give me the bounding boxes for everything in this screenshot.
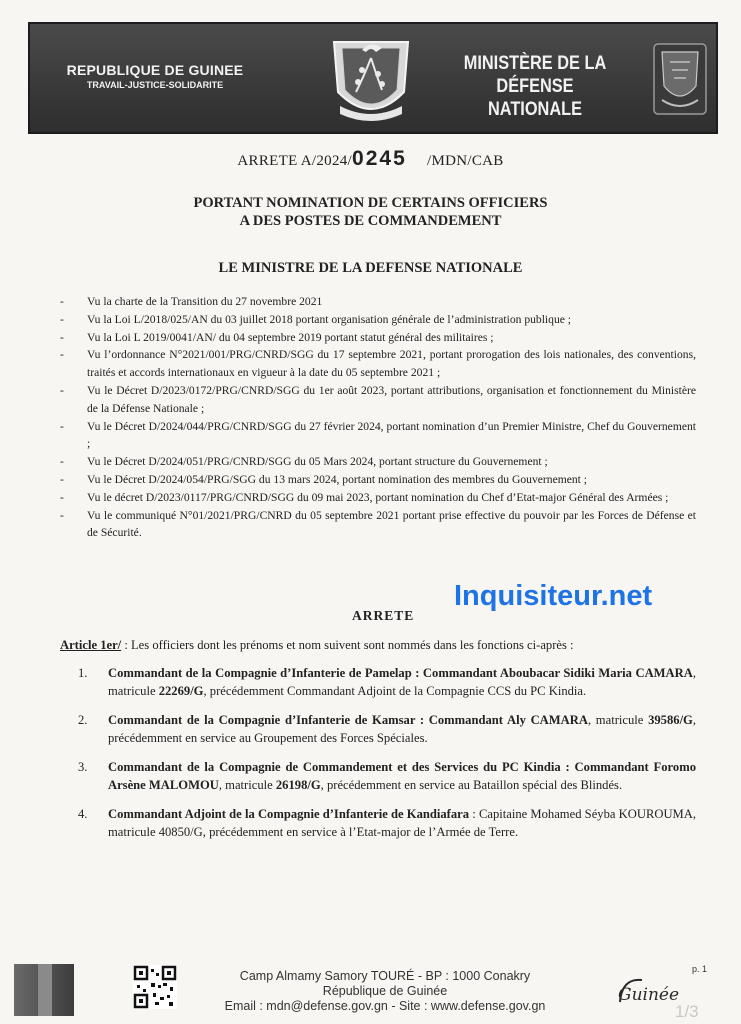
visa-item: - Vu l’ordonnance N°2021/001/PRG/CNRD/SGG du 17 septembre 2021, portant prorogation des lois nationales, des conventions, traités et accords internationaux en vigueur à la date du 05 septembre 2021 ; bbox=[60, 346, 696, 382]
national-motto: TRAVAIL-JUSTICE-SOLIDARITE bbox=[86, 80, 224, 90]
watermark-text: Inquisiteur.net bbox=[454, 580, 653, 612]
visa-item: - Vu le décret D/2023/0117/PRG/CNRD/SGG du 09 mai 2023, portant nomination du Chef d’Etat-major Général des Armées ; bbox=[60, 489, 696, 507]
visa-item: - Vu le Décret D/2024/054/PRG/SGG du 13 mars 2024, portant nomination des membres du Gouvernement ; bbox=[60, 471, 696, 489]
appointment-item: 2. Commandant de la Compagnie d’Infanterie de Kamsar : Commandant Aly CAMARA, matricule 39586/G, précédemment en service au Groupement des Forces Spéciales. bbox=[78, 713, 697, 745]
ministry-name: MINISTÈRE DE LA DÉFENSE NATIONALE bbox=[463, 53, 607, 120]
letterhead-band bbox=[28, 22, 718, 134]
visa-item: - Vu la charte de la Transition du 27 novembre 2021 bbox=[60, 293, 696, 311]
footer-country: République de Guinée bbox=[322, 984, 448, 998]
page-label: p. 1 bbox=[692, 964, 708, 974]
coat-of-arms-icon bbox=[312, 30, 430, 130]
guinee-logo-text: Guinée bbox=[618, 985, 680, 1005]
ministry-seal-icon bbox=[652, 42, 708, 116]
article-1 bbox=[60, 638, 710, 653]
decree-number: 0245 bbox=[352, 147, 407, 170]
appointment-item: 1. Commandant de la Compagnie d’Infanterie de Pamelap : Commandant Aboubacar Sidiki Maria CAMARA, matricule 22269/G, précédemment Commandant Adjoint de la Compagnie CCS du PC Kindia. bbox=[78, 666, 696, 698]
visa-item: - Vu le Décret D/2023/0172/PRG/CNRD/SGG du 1er août 2023, portant attributions, organisation et fonctionnement du Ministère de la Défense Nationale ; bbox=[60, 382, 696, 418]
appointments-list bbox=[78, 665, 696, 853]
republic-name: REPUBLIQUE DE GUINEE bbox=[66, 62, 244, 78]
visa-item: - Vu le communiqué N°01/2021/PRG/CNRD du 05 septembre 2021 portant prise effective du pouvoir par les Forces de Défense et de Sécurité. bbox=[60, 507, 696, 543]
visa-item: - Vu la Loi L/2018/025/AN du 03 juillet 2018 portant organisation générale de l’administration publique ; bbox=[60, 311, 696, 329]
article-label: Article 1er/ bbox=[60, 638, 122, 652]
visa-item: - Vu la Loi L 2019/0041/AN/ du 04 septembre 2019 portant statut général des militaires ; bbox=[60, 329, 696, 347]
visa-item: - Vu le Décret D/2024/051/PRG/CNRD/SGG du 05 Mars 2024, portant structure du Gouvernement ; bbox=[60, 453, 696, 471]
visas-list bbox=[60, 293, 696, 542]
decree-title: PORTANT NOMINATION DE CERTAINS OFFICIERS A DES POSTES DE COMMANDEMENT bbox=[193, 195, 548, 229]
decree-reference: ARRETE A/2024/0245 /MDN/CAB bbox=[237, 147, 504, 170]
visa-item: - Vu le Décret D/2024/044/PRG/CNRD/SGG du 27 février 2024, portant nomination d’un Premier Ministre, Chef du Gouvernement ; bbox=[60, 418, 696, 454]
footer-address: Camp Almamy Samory TOURÉ - BP : 1000 Conakry bbox=[239, 969, 531, 983]
article-text: : Les officiers dont les prénoms et nom suivent sont nommés dans les fonctions ci-après : bbox=[121, 638, 574, 652]
footer-contact bbox=[200, 969, 570, 1014]
appointment-item: 4. Commandant Adjoint de la Compagnie d’Infanterie de Kandiafara : Capitaine Mohamed Séyba KOUROUMA, matricule 40850/G, précédemment en service à l’Etat-major de l’Armée de Terre. bbox=[78, 807, 696, 839]
page-count: 1/3 bbox=[675, 1002, 699, 1021]
qr-code-icon bbox=[133, 965, 177, 1009]
appointment-item: 3. Commandant de la Compagnie de Commandement et des Services du PC Kindia : Commandant Foromo Arsène MALOMOU, matricule 26198/G, précédemment en service au Bataillon spécial des Blindés. bbox=[78, 760, 696, 792]
republic-block bbox=[50, 62, 260, 90]
footer-email-site: Email : mdn@defense.gov.gn - Site : www.defense.gov.gn bbox=[224, 999, 546, 1013]
minister-heading: LE MINISTRE DE LA DEFENSE NATIONALE bbox=[218, 260, 523, 276]
footer-decoration-stripe bbox=[38, 964, 52, 1016]
arrete-heading: ARRETE bbox=[352, 608, 415, 623]
